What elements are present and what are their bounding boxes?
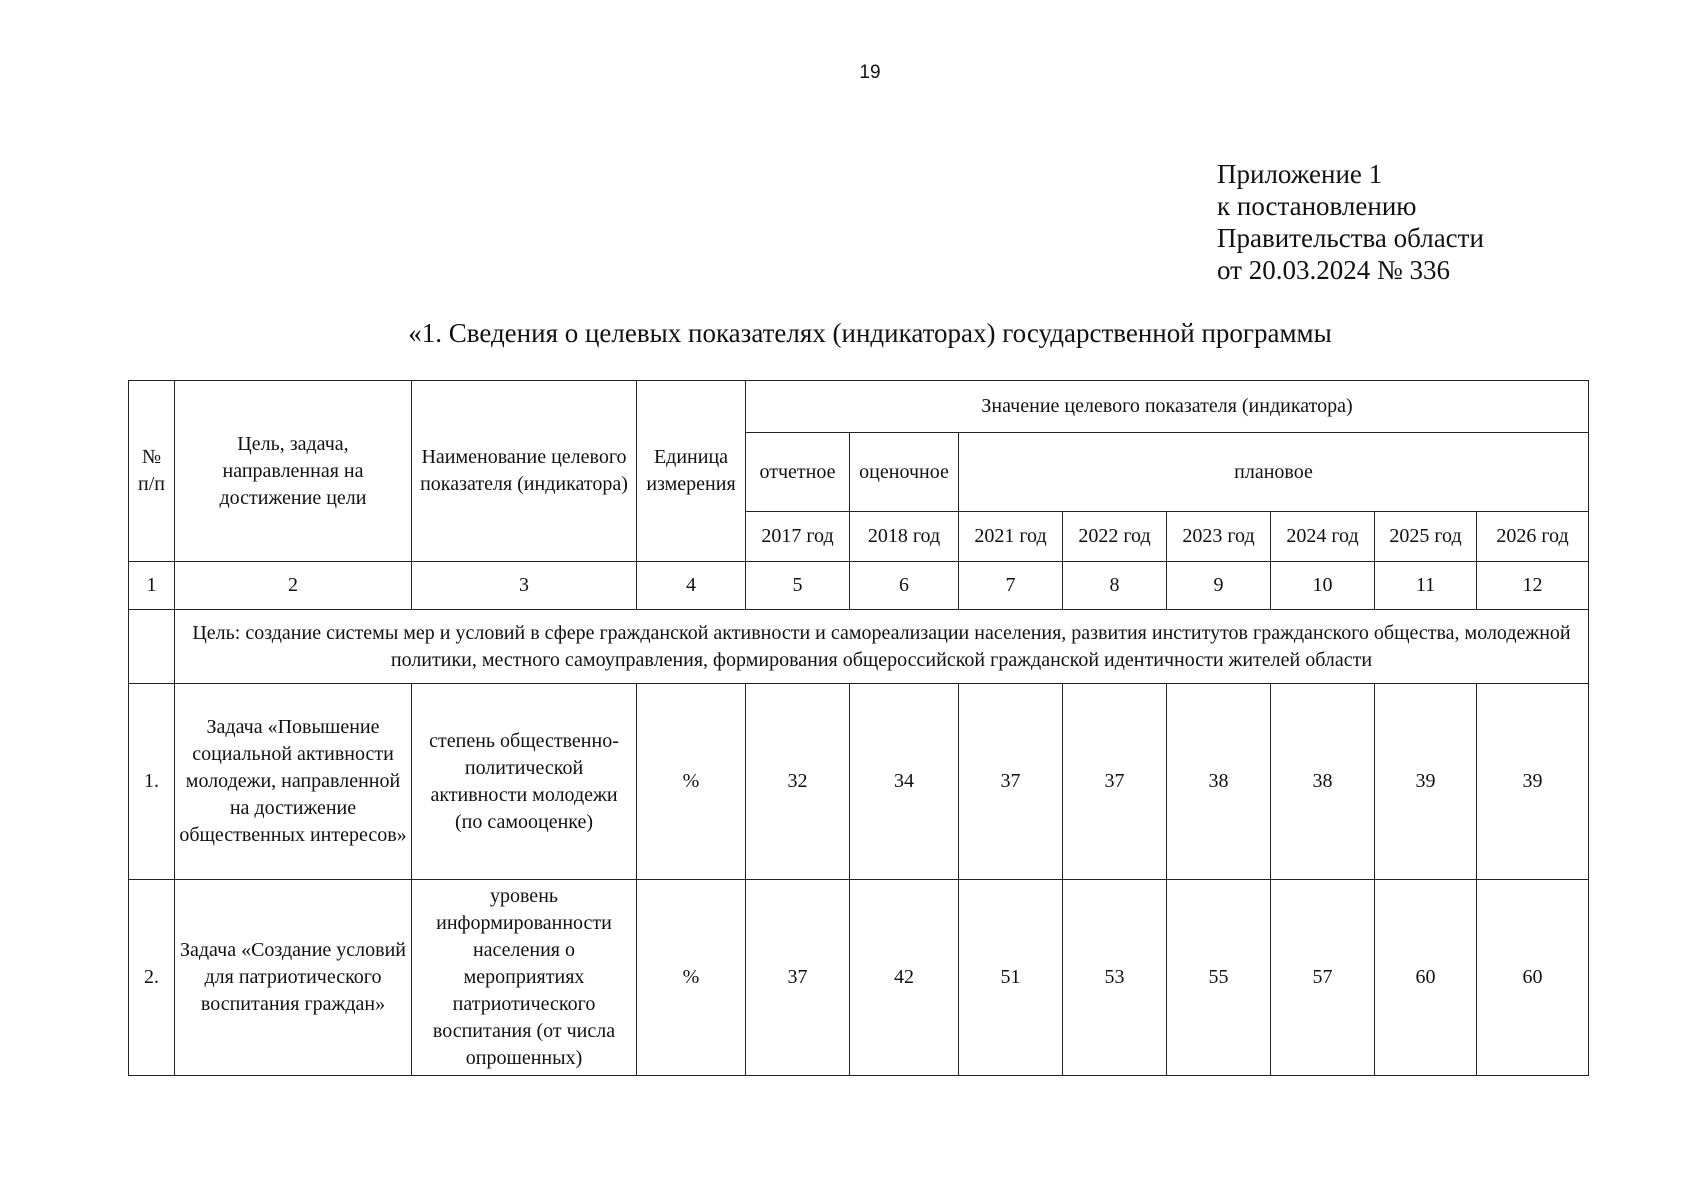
row-unit: % [637,684,746,880]
header-num: № п/п [129,381,175,562]
header-year: 2017 год [746,512,850,562]
row-value: 39 [1477,684,1589,880]
table-row [129,880,1589,1076]
column-number: 11 [1375,562,1477,610]
appendix-block [1217,158,1484,286]
row-value: 60 [1477,880,1589,1076]
column-number: 9 [1167,562,1271,610]
header-estimated: оценочное [850,433,959,512]
row-value: 57 [1271,880,1375,1076]
row-num: 1. [129,684,175,880]
header-value-group: Значение целевого показателя (индикатора) [746,381,1589,433]
row-value: 55 [1167,880,1271,1076]
goal-text: Цель: создание системы мер и условий в сфере гражданской активности и самореализации населения, развития институтов гражданского общества, молодежной политики, местного самоуправления, формирования общероссийской гражданской идентичности жителей области [175,610,1589,684]
document-title: «1. Сведения о целевых показателях (индикаторах) государственной программы [408,318,1332,348]
header-year: 2023 год [1167,512,1271,562]
column-number: 2 [175,562,412,610]
header-unit: Единица измерения [637,381,746,562]
row-value: 60 [1375,880,1477,1076]
header-indicator: Наименование целевого показателя (индикатора) [412,381,637,562]
header-year: 2025 год [1375,512,1477,562]
row-task: Задача «Повышение социальной активности молодежи, направленной на достижение общественных интересов» [175,684,412,880]
row-value: 39 [1375,684,1477,880]
table-row [129,684,1589,880]
row-indicator: степень общественно-политической активности молодежи (по самооценке) [412,684,637,880]
header-goal: Цель, задача, направленная на достижение цели [175,381,412,562]
column-number: 7 [959,562,1063,610]
column-number: 8 [1063,562,1167,610]
row-value: 37 [1063,684,1167,880]
row-value: 42 [850,880,959,1076]
header-planned: плановое [959,433,1589,512]
column-number: 10 [1271,562,1375,610]
row-task: Задача «Создание условий для патриотического воспитания граждан» [175,880,412,1076]
header-year: 2022 год [1063,512,1167,562]
column-number: 4 [637,562,746,610]
appendix-line: Приложение 1 [1217,159,1383,189]
row-value: 34 [850,684,959,880]
row-indicator: уровень информированности населения о мероприятиях патриотического воспитания (от числа опрошенных) [412,880,637,1076]
row-value: 53 [1063,880,1167,1076]
header-year: 2024 год [1271,512,1375,562]
row-value: 38 [1167,684,1271,880]
row-value: 51 [959,880,1063,1076]
row-value: 37 [746,880,850,1076]
column-number: 12 [1477,562,1589,610]
header-reported: отчетное [746,433,850,512]
appendix-line: от 20.03.2024 № 336 [1217,255,1450,285]
header-year: 2026 год [1477,512,1589,562]
row-value: 37 [959,684,1063,880]
row-value: 38 [1271,684,1375,880]
header-year: 2021 год [959,512,1063,562]
column-number: 6 [850,562,959,610]
appendix-line: Правительства области [1217,223,1484,253]
appendix-line: к постановлению [1217,191,1417,221]
row-num: 2. [129,880,175,1076]
header-year: 2018 год [850,512,959,562]
column-number: 5 [746,562,850,610]
column-number: 1 [129,562,175,610]
column-number: 3 [412,562,637,610]
goal-empty-cell [129,610,175,684]
page-number: 19 [859,62,881,83]
row-unit: % [637,880,746,1076]
indicators-table [128,380,1589,1076]
row-value: 32 [746,684,850,880]
